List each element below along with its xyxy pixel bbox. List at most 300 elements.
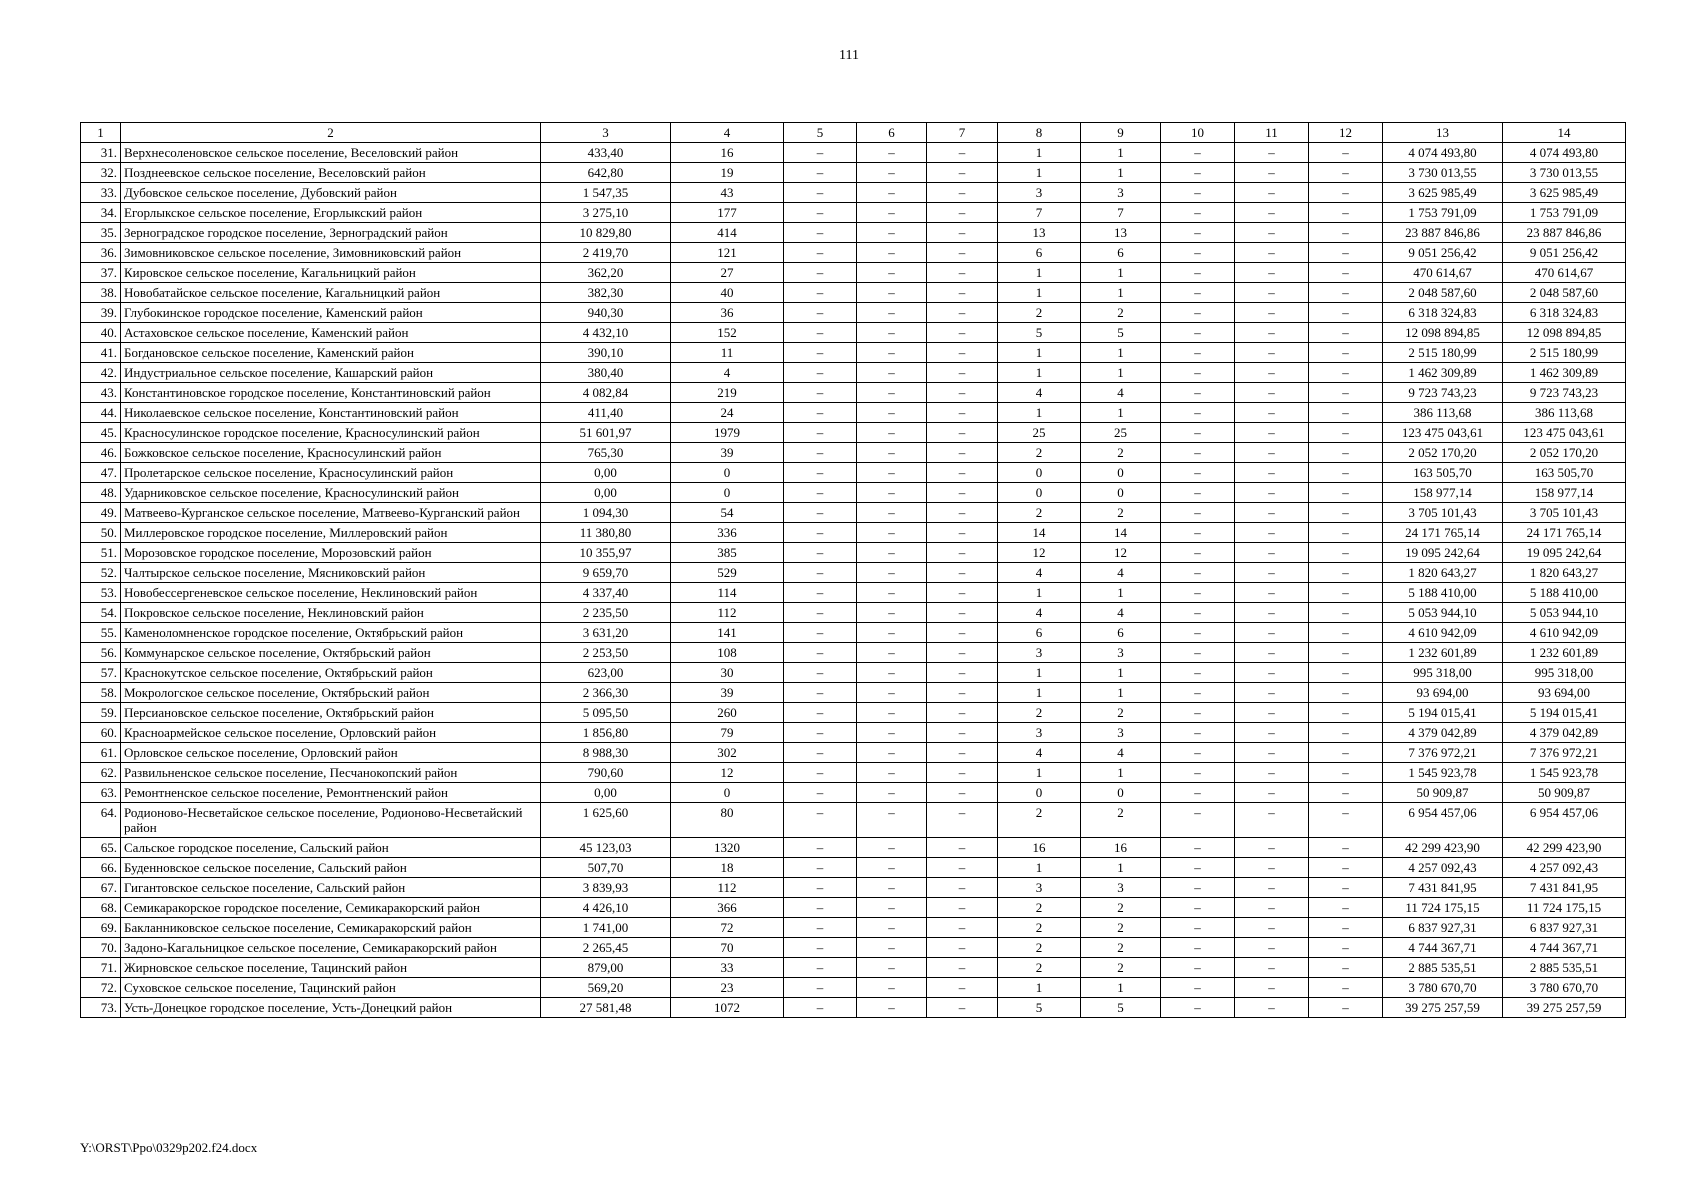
- row-number-cell: 32.: [81, 163, 121, 183]
- value-cell-col-6: –: [857, 183, 927, 203]
- table-row: [81, 503, 1626, 523]
- settlement-name-cell: Миллеровское городское поселение, Миллеровский район: [121, 523, 541, 543]
- value-cell-col-14: 3 705 101,43: [1503, 503, 1626, 523]
- value-cell-col-7: –: [927, 783, 998, 803]
- value-cell-col-7: –: [927, 878, 998, 898]
- value-cell-col-5: –: [784, 183, 857, 203]
- value-cell-col-3: 51 601,97: [541, 423, 671, 443]
- settlement-name-cell: Зерноградское городское поселение, Зерноградский район: [121, 223, 541, 243]
- value-cell-col-13: 2 515 180,99: [1383, 343, 1503, 363]
- value-cell-col-4: 385: [671, 543, 784, 563]
- value-cell-col-10: –: [1161, 303, 1235, 323]
- value-cell-col-4: 12: [671, 763, 784, 783]
- value-cell-col-3: 380,40: [541, 363, 671, 383]
- value-cell-col-11: –: [1235, 838, 1309, 858]
- value-cell-col-6: –: [857, 623, 927, 643]
- value-cell-col-12: –: [1309, 938, 1383, 958]
- value-cell-col-7: –: [927, 223, 998, 243]
- value-cell-col-10: –: [1161, 183, 1235, 203]
- value-cell-col-10: –: [1161, 383, 1235, 403]
- value-cell-col-13: 2 052 170,20: [1383, 443, 1503, 463]
- value-cell-col-11: –: [1235, 483, 1309, 503]
- value-cell-col-9: 1: [1081, 143, 1161, 163]
- value-cell-col-3: 623,00: [541, 663, 671, 683]
- row-number-cell: 52.: [81, 563, 121, 583]
- value-cell-col-10: –: [1161, 283, 1235, 303]
- value-cell-col-4: 141: [671, 623, 784, 643]
- value-cell-col-6: –: [857, 858, 927, 878]
- value-cell-col-12: –: [1309, 303, 1383, 323]
- value-cell-col-10: –: [1161, 743, 1235, 763]
- value-cell-col-3: 2 253,50: [541, 643, 671, 663]
- value-cell-col-13: 6 954 457,06: [1383, 803, 1503, 838]
- settlement-name-cell: Егорлыкское сельское поселение, Егорлыкский район: [121, 203, 541, 223]
- value-cell-col-8: 2: [998, 918, 1081, 938]
- value-cell-col-13: 158 977,14: [1383, 483, 1503, 503]
- settlement-name-cell: Развильненское сельское поселение, Песчанокопский район: [121, 763, 541, 783]
- column-header-11: 11: [1235, 123, 1309, 143]
- value-cell-col-9: 2: [1081, 703, 1161, 723]
- table-row: [81, 483, 1626, 503]
- value-cell-col-6: –: [857, 383, 927, 403]
- value-cell-col-4: 0: [671, 463, 784, 483]
- value-cell-col-7: –: [927, 183, 998, 203]
- value-cell-col-8: 3: [998, 878, 1081, 898]
- table-row: [81, 163, 1626, 183]
- value-cell-col-3: 507,70: [541, 858, 671, 878]
- table-row: [81, 623, 1626, 643]
- settlement-name-cell: Ударниковское сельское поселение, Красносулинский район: [121, 483, 541, 503]
- value-cell-col-6: –: [857, 938, 927, 958]
- value-cell-col-7: –: [927, 723, 998, 743]
- value-cell-col-8: 2: [998, 503, 1081, 523]
- value-cell-col-9: 14: [1081, 523, 1161, 543]
- value-cell-col-13: 4 257 092,43: [1383, 858, 1503, 878]
- value-cell-col-4: 33: [671, 958, 784, 978]
- value-cell-col-11: –: [1235, 978, 1309, 998]
- value-cell-col-9: 4: [1081, 563, 1161, 583]
- table-row: [81, 743, 1626, 763]
- settlement-name-cell: Персиановское сельское поселение, Октябрьский район: [121, 703, 541, 723]
- value-cell-col-14: 50 909,87: [1503, 783, 1626, 803]
- settlement-name-cell: Красноармейское сельское поселение, Орловский район: [121, 723, 541, 743]
- value-cell-col-12: –: [1309, 283, 1383, 303]
- value-cell-col-4: 18: [671, 858, 784, 878]
- value-cell-col-14: 3 730 013,55: [1503, 163, 1626, 183]
- value-cell-col-12: –: [1309, 958, 1383, 978]
- column-header-9: 9: [1081, 123, 1161, 143]
- value-cell-col-8: 2: [998, 303, 1081, 323]
- value-cell-col-11: –: [1235, 183, 1309, 203]
- value-cell-col-12: –: [1309, 803, 1383, 838]
- table-row: [81, 663, 1626, 683]
- value-cell-col-12: –: [1309, 998, 1383, 1018]
- settlement-name-cell: Пролетарское сельское поселение, Красносулинский район: [121, 463, 541, 483]
- value-cell-col-12: –: [1309, 783, 1383, 803]
- value-cell-col-7: –: [927, 703, 998, 723]
- value-cell-col-8: 3: [998, 723, 1081, 743]
- value-cell-col-12: –: [1309, 423, 1383, 443]
- value-cell-col-4: 27: [671, 263, 784, 283]
- settlement-name-cell: Матвеево-Курганское сельское поселение, Матвеево-Курганский район: [121, 503, 541, 523]
- settlement-name-cell: Суховское сельское поселение, Тацинский район: [121, 978, 541, 998]
- value-cell-col-4: 1320: [671, 838, 784, 858]
- table-row: [81, 803, 1626, 838]
- value-cell-col-3: 0,00: [541, 463, 671, 483]
- value-cell-col-11: –: [1235, 703, 1309, 723]
- value-cell-col-4: 108: [671, 643, 784, 663]
- row-number-cell: 67.: [81, 878, 121, 898]
- value-cell-col-4: 121: [671, 243, 784, 263]
- value-cell-col-7: –: [927, 543, 998, 563]
- row-number-cell: 53.: [81, 583, 121, 603]
- value-cell-col-5: –: [784, 898, 857, 918]
- table-row: [81, 878, 1626, 898]
- value-cell-col-7: –: [927, 938, 998, 958]
- value-cell-col-11: –: [1235, 303, 1309, 323]
- value-cell-col-6: –: [857, 143, 927, 163]
- value-cell-col-10: –: [1161, 563, 1235, 583]
- value-cell-col-3: 8 988,30: [541, 743, 671, 763]
- value-cell-col-13: 5 053 944,10: [1383, 603, 1503, 623]
- value-cell-col-9: 2: [1081, 303, 1161, 323]
- table-row: [81, 283, 1626, 303]
- value-cell-col-6: –: [857, 683, 927, 703]
- value-cell-col-6: –: [857, 763, 927, 783]
- value-cell-col-5: –: [784, 163, 857, 183]
- value-cell-col-10: –: [1161, 918, 1235, 938]
- value-cell-col-14: 42 299 423,90: [1503, 838, 1626, 858]
- value-cell-col-6: –: [857, 958, 927, 978]
- value-cell-col-7: –: [927, 523, 998, 543]
- value-cell-col-9: 2: [1081, 503, 1161, 523]
- value-cell-col-4: 19: [671, 163, 784, 183]
- value-cell-col-10: –: [1161, 343, 1235, 363]
- value-cell-col-8: 3: [998, 643, 1081, 663]
- value-cell-col-7: –: [927, 203, 998, 223]
- value-cell-col-5: –: [784, 523, 857, 543]
- settlement-name-cell: Морозовское городское поселение, Морозовский район: [121, 543, 541, 563]
- column-header-13: 13: [1383, 123, 1503, 143]
- row-number-cell: 68.: [81, 898, 121, 918]
- value-cell-col-6: –: [857, 363, 927, 383]
- value-cell-col-5: –: [784, 303, 857, 323]
- value-cell-col-13: 39 275 257,59: [1383, 998, 1503, 1018]
- value-cell-col-10: –: [1161, 998, 1235, 1018]
- value-cell-col-5: –: [784, 763, 857, 783]
- row-number-cell: 50.: [81, 523, 121, 543]
- value-cell-col-6: –: [857, 603, 927, 623]
- value-cell-col-5: –: [784, 998, 857, 1018]
- value-cell-col-13: 5 194 015,41: [1383, 703, 1503, 723]
- value-cell-col-5: –: [784, 703, 857, 723]
- value-cell-col-9: 13: [1081, 223, 1161, 243]
- value-cell-col-13: 3 730 013,55: [1383, 163, 1503, 183]
- value-cell-col-6: –: [857, 723, 927, 743]
- value-cell-col-14: 163 505,70: [1503, 463, 1626, 483]
- value-cell-col-3: 879,00: [541, 958, 671, 978]
- value-cell-col-8: 1: [998, 978, 1081, 998]
- value-cell-col-4: 260: [671, 703, 784, 723]
- value-cell-col-10: –: [1161, 878, 1235, 898]
- settlement-name-cell: Коммунарское сельское поселение, Октябрьский район: [121, 643, 541, 663]
- value-cell-col-8: 1: [998, 858, 1081, 878]
- value-cell-col-10: –: [1161, 858, 1235, 878]
- value-cell-col-8: 0: [998, 783, 1081, 803]
- value-cell-col-9: 1: [1081, 403, 1161, 423]
- value-cell-col-14: 4 610 942,09: [1503, 623, 1626, 643]
- table-row: [81, 998, 1626, 1018]
- value-cell-col-12: –: [1309, 858, 1383, 878]
- value-cell-col-14: 5 188 410,00: [1503, 583, 1626, 603]
- value-cell-col-11: –: [1235, 783, 1309, 803]
- value-cell-col-6: –: [857, 783, 927, 803]
- value-cell-col-13: 995 318,00: [1383, 663, 1503, 683]
- value-cell-col-6: –: [857, 978, 927, 998]
- value-cell-col-8: 1: [998, 403, 1081, 423]
- table-row: [81, 703, 1626, 723]
- value-cell-col-14: 995 318,00: [1503, 663, 1626, 683]
- value-cell-col-3: 4 337,40: [541, 583, 671, 603]
- value-cell-col-14: 2 515 180,99: [1503, 343, 1626, 363]
- value-cell-col-9: 5: [1081, 998, 1161, 1018]
- settlement-name-cell: Задоно-Кагальницкое сельское поселение, Семикаракорский район: [121, 938, 541, 958]
- row-number-cell: 63.: [81, 783, 121, 803]
- value-cell-col-5: –: [784, 343, 857, 363]
- row-number-cell: 39.: [81, 303, 121, 323]
- value-cell-col-4: 0: [671, 483, 784, 503]
- value-cell-col-11: –: [1235, 623, 1309, 643]
- value-cell-col-14: 5 194 015,41: [1503, 703, 1626, 723]
- settlement-name-cell: Бакланниковское сельское поселение, Семикаракорский район: [121, 918, 541, 938]
- row-number-cell: 51.: [81, 543, 121, 563]
- value-cell-col-14: 4 074 493,80: [1503, 143, 1626, 163]
- value-cell-col-12: –: [1309, 603, 1383, 623]
- row-number-cell: 37.: [81, 263, 121, 283]
- value-cell-col-8: 4: [998, 563, 1081, 583]
- value-cell-col-7: –: [927, 363, 998, 383]
- table-row: [81, 303, 1626, 323]
- value-cell-col-13: 9 723 743,23: [1383, 383, 1503, 403]
- value-cell-col-12: –: [1309, 263, 1383, 283]
- value-cell-col-12: –: [1309, 323, 1383, 343]
- value-cell-col-3: 1 741,00: [541, 918, 671, 938]
- value-cell-col-7: –: [927, 423, 998, 443]
- value-cell-col-12: –: [1309, 403, 1383, 423]
- row-number-cell: 43.: [81, 383, 121, 403]
- value-cell-col-10: –: [1161, 483, 1235, 503]
- table-row: [81, 223, 1626, 243]
- table-row: [81, 143, 1626, 163]
- value-cell-col-10: –: [1161, 143, 1235, 163]
- value-cell-col-12: –: [1309, 898, 1383, 918]
- settlement-name-cell: Глубокинское городское поселение, Каменский район: [121, 303, 541, 323]
- row-number-cell: 46.: [81, 443, 121, 463]
- value-cell-col-13: 19 095 242,64: [1383, 543, 1503, 563]
- value-cell-col-10: –: [1161, 723, 1235, 743]
- value-cell-col-7: –: [927, 563, 998, 583]
- value-cell-col-9: 1: [1081, 363, 1161, 383]
- settlement-name-cell: Мокрологское сельское поселение, Октябрьский район: [121, 683, 541, 703]
- value-cell-col-12: –: [1309, 463, 1383, 483]
- row-number-cell: 49.: [81, 503, 121, 523]
- value-cell-col-7: –: [927, 303, 998, 323]
- value-cell-col-8: 4: [998, 743, 1081, 763]
- value-cell-col-5: –: [784, 878, 857, 898]
- value-cell-col-5: –: [784, 143, 857, 163]
- value-cell-col-10: –: [1161, 203, 1235, 223]
- value-cell-col-14: 1 232 601,89: [1503, 643, 1626, 663]
- value-cell-col-12: –: [1309, 583, 1383, 603]
- value-cell-col-4: 177: [671, 203, 784, 223]
- value-cell-col-10: –: [1161, 663, 1235, 683]
- value-cell-col-10: –: [1161, 223, 1235, 243]
- value-cell-col-6: –: [857, 743, 927, 763]
- value-cell-col-9: 1: [1081, 663, 1161, 683]
- value-cell-col-10: –: [1161, 978, 1235, 998]
- value-cell-col-9: 2: [1081, 803, 1161, 838]
- value-cell-col-12: –: [1309, 523, 1383, 543]
- value-cell-col-13: 5 188 410,00: [1383, 583, 1503, 603]
- value-cell-col-3: 1 547,35: [541, 183, 671, 203]
- value-cell-col-4: 79: [671, 723, 784, 743]
- value-cell-col-14: 4 257 092,43: [1503, 858, 1626, 878]
- value-cell-col-11: –: [1235, 403, 1309, 423]
- value-cell-col-9: 0: [1081, 783, 1161, 803]
- value-cell-col-9: 7: [1081, 203, 1161, 223]
- value-cell-col-7: –: [927, 958, 998, 978]
- value-cell-col-14: 11 724 175,15: [1503, 898, 1626, 918]
- value-cell-col-11: –: [1235, 763, 1309, 783]
- value-cell-col-5: –: [784, 543, 857, 563]
- value-cell-col-4: 112: [671, 603, 784, 623]
- value-cell-col-8: 2: [998, 803, 1081, 838]
- row-number-cell: 41.: [81, 343, 121, 363]
- footer-file-path: Y:\ORST\Ppo\0329p202.f24.docx: [80, 1140, 258, 1155]
- table-row: [81, 323, 1626, 343]
- value-cell-col-11: –: [1235, 283, 1309, 303]
- value-cell-col-9: 4: [1081, 743, 1161, 763]
- value-cell-col-9: 6: [1081, 623, 1161, 643]
- row-number-cell: 40.: [81, 323, 121, 343]
- value-cell-col-8: 14: [998, 523, 1081, 543]
- value-cell-col-8: 7: [998, 203, 1081, 223]
- value-cell-col-13: 4 744 367,71: [1383, 938, 1503, 958]
- value-cell-col-11: –: [1235, 683, 1309, 703]
- settlement-name-cell: Семикаракорское городское поселение, Семикаракорский район: [121, 898, 541, 918]
- value-cell-col-6: –: [857, 323, 927, 343]
- value-cell-col-8: 1: [998, 283, 1081, 303]
- settlement-name-cell: Покровское сельское поселение, Неклиновский район: [121, 603, 541, 623]
- value-cell-col-14: 386 113,68: [1503, 403, 1626, 423]
- value-cell-col-4: 1072: [671, 998, 784, 1018]
- value-cell-col-4: 1979: [671, 423, 784, 443]
- value-cell-col-4: 39: [671, 443, 784, 463]
- value-cell-col-5: –: [784, 683, 857, 703]
- value-cell-col-9: 16: [1081, 838, 1161, 858]
- value-cell-col-3: 4 426,10: [541, 898, 671, 918]
- table-row: [81, 423, 1626, 443]
- value-cell-col-4: 70: [671, 938, 784, 958]
- row-number-cell: 48.: [81, 483, 121, 503]
- value-cell-col-11: –: [1235, 603, 1309, 623]
- value-cell-col-5: –: [784, 323, 857, 343]
- value-cell-col-13: 3 780 670,70: [1383, 978, 1503, 998]
- value-cell-col-7: –: [927, 243, 998, 263]
- value-cell-col-12: –: [1309, 143, 1383, 163]
- value-cell-col-6: –: [857, 803, 927, 838]
- value-cell-col-9: 3: [1081, 183, 1161, 203]
- value-cell-col-8: 16: [998, 838, 1081, 858]
- value-cell-col-3: 2 419,70: [541, 243, 671, 263]
- value-cell-col-5: –: [784, 743, 857, 763]
- value-cell-col-7: –: [927, 323, 998, 343]
- value-cell-col-7: –: [927, 503, 998, 523]
- value-cell-col-9: 2: [1081, 958, 1161, 978]
- value-cell-col-13: 11 724 175,15: [1383, 898, 1503, 918]
- table-row: [81, 343, 1626, 363]
- value-cell-col-10: –: [1161, 503, 1235, 523]
- value-cell-col-12: –: [1309, 703, 1383, 723]
- value-cell-col-6: –: [857, 998, 927, 1018]
- value-cell-col-11: –: [1235, 263, 1309, 283]
- row-number-cell: 59.: [81, 703, 121, 723]
- value-cell-col-3: 4 082,84: [541, 383, 671, 403]
- value-cell-col-7: –: [927, 978, 998, 998]
- value-cell-col-10: –: [1161, 803, 1235, 838]
- value-cell-col-4: 4: [671, 363, 784, 383]
- row-number-cell: 60.: [81, 723, 121, 743]
- value-cell-col-7: –: [927, 743, 998, 763]
- value-cell-col-7: –: [927, 463, 998, 483]
- table-row: [81, 858, 1626, 878]
- value-cell-col-5: –: [784, 803, 857, 838]
- value-cell-col-10: –: [1161, 703, 1235, 723]
- value-cell-col-6: –: [857, 523, 927, 543]
- value-cell-col-11: –: [1235, 523, 1309, 543]
- value-cell-col-14: 24 171 765,14: [1503, 523, 1626, 543]
- column-header-3: 3: [541, 123, 671, 143]
- value-cell-col-13: 2 048 587,60: [1383, 283, 1503, 303]
- value-cell-col-10: –: [1161, 243, 1235, 263]
- value-cell-col-6: –: [857, 483, 927, 503]
- value-cell-col-9: 2: [1081, 938, 1161, 958]
- settlement-name-cell: Верхнесоленовское сельское поселение, Веселовский район: [121, 143, 541, 163]
- row-number-cell: 34.: [81, 203, 121, 223]
- value-cell-col-9: 4: [1081, 383, 1161, 403]
- value-cell-col-12: –: [1309, 683, 1383, 703]
- value-cell-col-4: 302: [671, 743, 784, 763]
- value-cell-col-4: 72: [671, 918, 784, 938]
- value-cell-col-9: 12: [1081, 543, 1161, 563]
- value-cell-col-11: –: [1235, 243, 1309, 263]
- row-number-cell: 71.: [81, 958, 121, 978]
- value-cell-col-4: 16: [671, 143, 784, 163]
- value-cell-col-9: 1: [1081, 858, 1161, 878]
- settlement-name-cell: Жирновское сельское поселение, Тацинский район: [121, 958, 541, 978]
- table-row: [81, 383, 1626, 403]
- value-cell-col-5: –: [784, 623, 857, 643]
- value-cell-col-11: –: [1235, 898, 1309, 918]
- value-cell-col-4: 366: [671, 898, 784, 918]
- value-cell-col-5: –: [784, 723, 857, 743]
- value-cell-col-8: 1: [998, 343, 1081, 363]
- value-cell-col-5: –: [784, 918, 857, 938]
- value-cell-col-11: –: [1235, 998, 1309, 1018]
- value-cell-col-7: –: [927, 383, 998, 403]
- value-cell-col-13: 93 694,00: [1383, 683, 1503, 703]
- value-cell-col-6: –: [857, 838, 927, 858]
